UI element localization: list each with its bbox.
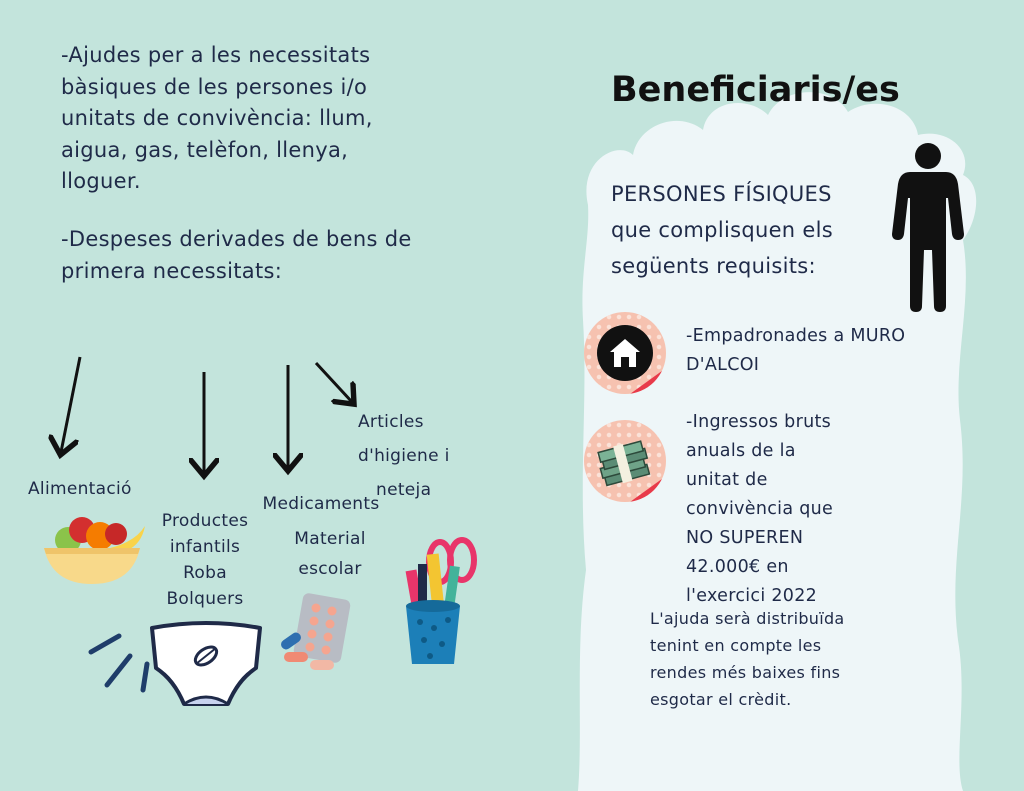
category-food: Alimentació [28, 479, 132, 499]
person-icon [890, 142, 966, 312]
money-icon [584, 420, 666, 502]
intro-line: PERSONES FÍSIQUES [611, 182, 832, 206]
category-children-line: Roba [183, 563, 227, 583]
requirement-line: NO SUPEREN [686, 528, 804, 548]
expenses-paragraph: -Despeses derivades de bens de primera necessitats: [61, 227, 412, 283]
category-school [280, 524, 380, 584]
requirement-line: 42.000€ en [686, 557, 789, 577]
intro-line: que complisquen els [611, 218, 833, 242]
category-children [150, 508, 260, 612]
requirement-line: D'ALCOI [686, 355, 760, 375]
note-line: esgotar el crèdit. [650, 690, 792, 709]
diaper-icon [148, 620, 264, 708]
category-children-line: Bolquers [166, 589, 244, 609]
category-hygiene-line: Articles [358, 412, 424, 432]
arrow-icon [61, 357, 80, 452]
requirement-line: convivència que [686, 499, 834, 519]
category-children-line: infantils [169, 537, 241, 557]
pills-icon [276, 590, 356, 672]
requirement-line: unitat de [686, 470, 768, 490]
note-line: L'ajuda serà distribuïda [650, 609, 845, 628]
fruit-bowl-icon [40, 512, 150, 587]
intro-line: següents requisits: [611, 254, 816, 278]
note-line: rendes més baixes fins [650, 663, 841, 682]
category-hygiene-line: d'higiene i [358, 446, 450, 466]
arrow-icon [316, 363, 352, 402]
beneficiaries-title: Beneficiaris/es [611, 70, 900, 110]
requirements-intro [611, 176, 901, 284]
motion-lines-icon [85, 630, 155, 695]
requirement-income [686, 408, 886, 611]
requirement-line: -Ingressos bruts [686, 412, 832, 432]
requirement-line: l'exercici 2022 [686, 586, 818, 606]
requirement-line: -Empadronades a MURO [686, 326, 906, 346]
category-children-line: Productes [161, 511, 249, 531]
category-hygiene-line: neteja [376, 480, 432, 500]
category-hygiene [358, 405, 468, 507]
requirement-residence [686, 322, 961, 380]
distribution-note [650, 605, 920, 713]
category-school-line: escolar [298, 559, 362, 579]
category-medicines: Medicaments [262, 494, 380, 514]
house-icon [584, 312, 666, 394]
category-school-line: Material [294, 529, 366, 549]
arrows-group [0, 0, 560, 500]
note-line: tenint en compte les [650, 636, 822, 655]
basic-needs-paragraph: -Ajudes per a les necessitats bàsiques de les persones i/o unitats de convivència: llum, aigua, gas, telèfon, llenya, lloguer. [61, 43, 373, 193]
pencil-cup-icon [398, 536, 488, 668]
requirement-line: anuals de la [686, 441, 796, 461]
